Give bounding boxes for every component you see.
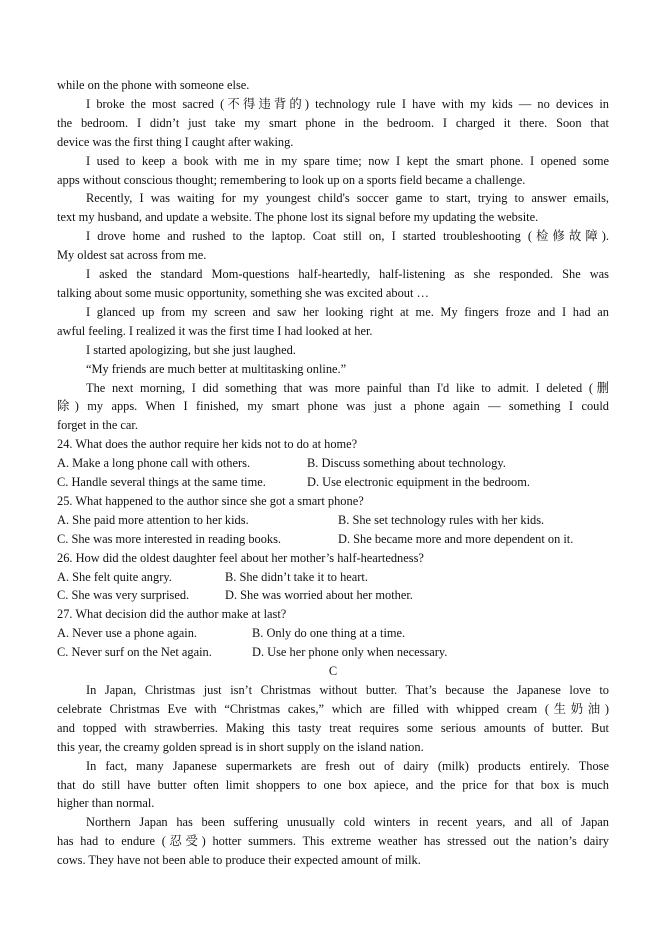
text-line: I broke the most sacred (不得违背的) technology rule I have with my kids — no devices in (86, 96, 609, 111)
option-a: A. Make a long phone call with others. (57, 456, 251, 471)
text-line: text my husband, and update a website. The phone lost its signal before my updating the website. (57, 210, 539, 225)
text-line: talking about some music opportunity, something she was excited about … (57, 285, 429, 300)
question-stem: 25. What happened to the author since she got a smart phone? (57, 493, 364, 508)
option-a: A. She felt quite angry. (57, 569, 172, 584)
option-b: B. Discuss something about technology. (307, 456, 506, 471)
text-line: this year, the creamy golden spread is in short supply on the island nation. (57, 739, 424, 754)
option-c: C. Never surf on the Net again. (57, 645, 212, 660)
text-line: In Japan, Christmas just isn’t Christmas without butter. That’s because the Japanese love to (86, 683, 609, 697)
question-27 (57, 605, 609, 662)
option-d: D. Use her phone only when necessary. (252, 645, 448, 660)
option-d: D. She became more and more dependent on it. (338, 531, 574, 546)
document-page (57, 76, 609, 870)
question-stem: 27. What decision did the author make at last? (57, 607, 287, 622)
text-line: Recently, I was waiting for my youngest child's soccer game to start, trying to answer emails, (86, 191, 609, 206)
passage-c (57, 662, 609, 870)
question-stem: 26. How did the oldest daughter feel about her mother’s half-heartedness? (57, 550, 424, 565)
text-line: device was the first thing I caught after waking. (57, 134, 294, 149)
text-line: while on the phone with someone else. (57, 78, 250, 92)
question-stem: 24. What does the author require her kids not to do at home? (57, 437, 358, 452)
text-line: I used to keep a book with me in my spare time; now I kept the smart phone. I opened some (86, 153, 609, 168)
option-b: B. She set technology rules with her kids. (338, 512, 545, 527)
text-line: I drove home and rushed to the laptop. Coat still on, I started troubleshooting (检修故障). (86, 229, 609, 244)
option-d: D. She was worried about her mother. (225, 588, 413, 603)
section-heading: C (328, 664, 338, 679)
text-line: that do still have butter often limit shoppers to one box apiece, and the price for that box is much (57, 777, 609, 792)
text-line: celebrate Christmas Eve with “Christmas cakes,” which are filled with whipped cream (生奶油) (57, 701, 609, 716)
option-c: C. She was very surprised. (57, 588, 190, 603)
text-line: My oldest sat across from me. (57, 248, 207, 263)
option-a: A. She paid more attention to her kids. (57, 512, 249, 527)
text-line: cows. They have not been able to produce their expected amount of milk. (57, 853, 421, 868)
text-line: forget in the car. (57, 418, 138, 433)
text-line: awful feeling. I realized it was the first time I had looked at her. (57, 323, 373, 338)
text-line: I started apologizing, but she just laughed. (86, 342, 296, 357)
text-line: The next morning, I did something that was more painful than I'd like to admit. I deleted (删 (86, 380, 609, 395)
text-line: higher than normal. (57, 796, 155, 811)
option-d: D. Use electronic equipment in the bedroom. (307, 475, 530, 490)
text-line: and topped with strawberries. Making this tasty treat requires some serious amounts of butter. But (57, 720, 609, 735)
option-b: B. Only do one thing at a time. (252, 626, 406, 641)
option-b: B. She didn’t take it to heart. (225, 569, 368, 584)
question-25 (57, 492, 609, 549)
text-line: In fact, many Japanese supermarkets are fresh out of dairy (milk) products entirely. Those (86, 758, 609, 773)
option-a: A. Never use a phone again. (57, 626, 198, 641)
option-c: C. She was more interested in reading books. (57, 531, 282, 546)
passage-b (57, 76, 609, 435)
question-24 (57, 435, 609, 492)
text-line: the bedroom. I didn’t just take my smart phone in the bedroom. I charged it there. Soon that (57, 115, 609, 130)
text-line: Northern Japan has been suffering unusually cold winters in recent years, and all of Japan (86, 815, 609, 830)
text-line: has had to endure (忍受) hotter summers. This extreme weather has stressed out the nation’s dairy (57, 834, 609, 849)
text-line: I glanced up from my screen and saw her looking right at me. My fingers froze and I had an (86, 304, 609, 319)
text-line: 除) my apps. When I finished, my smart phone was just a phone again — something I could (57, 399, 609, 414)
text-line: apps without conscious thought; remembering to look up on a sports field became a challenge. (57, 172, 526, 187)
text-line: “My friends are much better at multitasking online.” (86, 361, 347, 376)
text-line: I asked the standard Mom-questions half-heartedly, half-listening as she responded. She was (86, 267, 609, 282)
question-26 (57, 549, 609, 606)
option-c: C. Handle several things at the same time. (57, 475, 266, 490)
